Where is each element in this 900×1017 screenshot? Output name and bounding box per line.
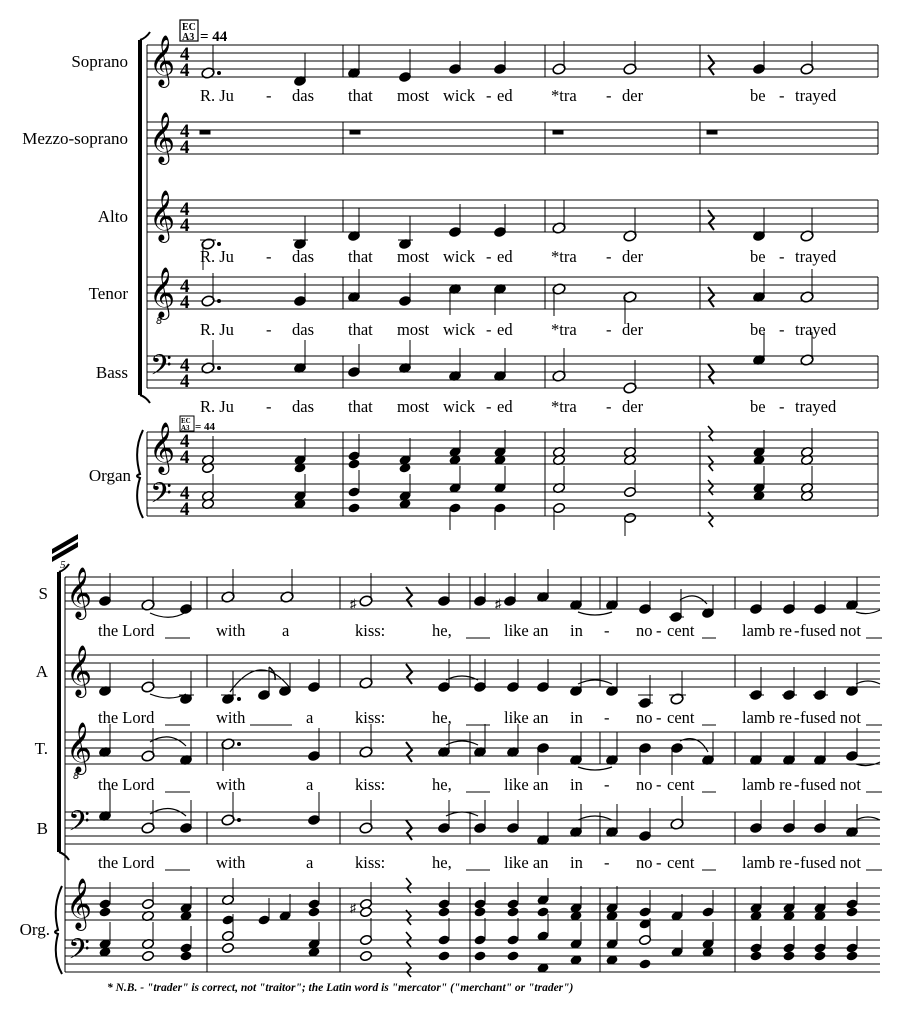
svg-text:lamb re: lamb re xyxy=(742,708,792,727)
svg-text:-: - xyxy=(656,708,662,727)
time-signature xyxy=(180,44,190,520)
svg-text:4: 4 xyxy=(180,483,190,504)
staff-organ-bass xyxy=(147,484,878,516)
svg-text:kiss:: kiss: xyxy=(355,708,386,727)
svg-text:he,: he, xyxy=(432,621,452,640)
svg-text:der: der xyxy=(622,247,644,266)
svg-text:-: - xyxy=(656,853,662,872)
svg-text:cent: cent xyxy=(667,708,695,727)
staff-mezzo xyxy=(147,122,878,154)
svg-text:4: 4 xyxy=(180,199,190,220)
svg-text:= 44: = 44 xyxy=(200,29,228,45)
svg-text:-: - xyxy=(266,86,272,105)
svg-text:R. Ju: R. Ju xyxy=(200,247,234,266)
svg-text:EC: EC xyxy=(181,417,191,425)
svg-text:be: be xyxy=(750,397,766,416)
label-org: Org. xyxy=(19,920,50,939)
organ-tempo-marking xyxy=(180,416,216,433)
svg-text:-: - xyxy=(779,320,785,339)
svg-text:wick: wick xyxy=(443,320,476,339)
svg-text:𝄞: 𝄞 xyxy=(66,878,93,929)
lyrics-s xyxy=(98,621,861,640)
svg-text:be: be xyxy=(750,247,766,266)
organ-brace xyxy=(55,886,62,974)
svg-text:-: - xyxy=(266,397,272,416)
tempo-marking xyxy=(180,20,228,45)
svg-text:4: 4 xyxy=(180,60,190,81)
svg-text:-: - xyxy=(604,853,610,872)
svg-text:4: 4 xyxy=(180,371,190,392)
svg-text:a: a xyxy=(306,775,314,794)
label-s: S xyxy=(38,584,48,603)
svg-text:das: das xyxy=(292,397,314,416)
svg-text:-: - xyxy=(604,775,610,794)
svg-text:ed: ed xyxy=(497,86,513,105)
svg-text:most: most xyxy=(397,247,430,266)
staff-soprano xyxy=(147,45,878,77)
svg-text:𝄢: 𝄢 xyxy=(68,805,90,845)
label-tenor: Tenor xyxy=(88,284,128,303)
lyrics-a xyxy=(98,708,861,727)
svg-text:with: with xyxy=(216,621,246,640)
svg-text:4: 4 xyxy=(180,499,190,520)
measure-number: 5 xyxy=(60,559,66,571)
svg-text:4: 4 xyxy=(180,137,190,158)
svg-text:trayed: trayed xyxy=(795,320,837,339)
svg-text:*tra: *tra xyxy=(551,397,577,416)
svg-text:R. Ju: R. Ju xyxy=(200,397,234,416)
svg-text:𝄞: 𝄞 xyxy=(149,35,176,86)
svg-text:with: with xyxy=(216,708,246,727)
svg-text:no: no xyxy=(636,621,653,640)
lyrics-bass xyxy=(200,397,837,416)
svg-text:he,: he, xyxy=(432,853,452,872)
staff-s xyxy=(65,577,880,609)
svg-text:-: - xyxy=(266,320,272,339)
svg-text:*tra: *tra xyxy=(551,86,577,105)
svg-text:a: a xyxy=(306,708,314,727)
svg-text:a: a xyxy=(282,621,290,640)
treble-clef-icon xyxy=(66,567,92,931)
svg-text:-: - xyxy=(656,621,662,640)
barlines-system2 xyxy=(65,577,735,972)
label-t: T. xyxy=(34,739,48,758)
label-bass: Bass xyxy=(95,363,128,382)
lyrics-system2 xyxy=(98,621,861,872)
svg-text:4: 4 xyxy=(180,431,190,452)
svg-text:the Lord: the Lord xyxy=(98,775,155,794)
svg-text:A3: A3 xyxy=(181,424,190,432)
svg-text:8: 8 xyxy=(73,771,80,782)
svg-text:fused not: fused not xyxy=(800,853,861,872)
lyrics-t xyxy=(98,775,861,794)
label-alto: Alto xyxy=(97,207,128,226)
svg-text:EC: EC xyxy=(182,22,196,33)
svg-text:fused not: fused not xyxy=(800,708,861,727)
svg-text:= 44: = 44 xyxy=(195,421,216,433)
svg-text:4: 4 xyxy=(180,292,190,313)
svg-text:no: no xyxy=(636,853,653,872)
svg-text:ed: ed xyxy=(497,320,513,339)
svg-text:A3: A3 xyxy=(182,32,195,43)
staff-organ-treble xyxy=(147,432,878,464)
svg-text:-: - xyxy=(794,853,800,872)
svg-text:trayed: trayed xyxy=(795,247,837,266)
svg-text:der: der xyxy=(622,86,644,105)
svg-text:-: - xyxy=(779,247,785,266)
svg-text:𝄞: 𝄞 xyxy=(149,267,176,318)
svg-text:most: most xyxy=(397,86,430,105)
lyrics-tenor xyxy=(200,320,837,339)
svg-text:wick: wick xyxy=(443,247,476,266)
svg-text:R. Ju: R. Ju xyxy=(200,86,234,105)
svg-text:ed: ed xyxy=(497,397,513,416)
svg-text:a: a xyxy=(306,853,314,872)
svg-text:with: with xyxy=(216,853,246,872)
svg-text:kiss:: kiss: xyxy=(355,775,386,794)
svg-text:wick: wick xyxy=(443,397,476,416)
system-separator-icon xyxy=(52,534,78,562)
svg-text:like an: like an xyxy=(504,708,549,727)
svg-text:-: - xyxy=(779,397,785,416)
svg-text:be: be xyxy=(750,86,766,105)
svg-text:trayed: trayed xyxy=(795,86,837,105)
label-mezzo: Mezzo-soprano xyxy=(22,129,128,148)
svg-text:fused not: fused not xyxy=(800,775,861,794)
treble-clef-icon xyxy=(149,35,175,475)
svg-text:das: das xyxy=(292,247,314,266)
svg-text:𝄢: 𝄢 xyxy=(150,477,172,517)
svg-text:that: that xyxy=(348,86,373,105)
svg-text:𝄞: 𝄞 xyxy=(149,112,176,163)
svg-text:no: no xyxy=(636,775,653,794)
staff-tenor xyxy=(147,277,878,309)
svg-text:most: most xyxy=(397,320,430,339)
svg-text:-: - xyxy=(794,708,800,727)
svg-text:4: 4 xyxy=(180,447,190,468)
svg-text:-: - xyxy=(656,775,662,794)
svg-text:-: - xyxy=(486,320,492,339)
svg-text:-: - xyxy=(606,86,612,105)
staff-alto xyxy=(147,200,878,232)
svg-text:be: be xyxy=(750,320,766,339)
svg-text:kiss:: kiss: xyxy=(355,621,386,640)
svg-text:like an: like an xyxy=(504,775,549,794)
svg-text:most: most xyxy=(397,397,430,416)
svg-text:fused not: fused not xyxy=(800,621,861,640)
organ-brace xyxy=(137,430,143,518)
svg-text:cent: cent xyxy=(667,775,695,794)
svg-text:R. Ju: R. Ju xyxy=(200,320,234,339)
lyrics-soprano xyxy=(200,86,837,105)
svg-text:♯: ♯ xyxy=(495,596,502,611)
svg-text:-: - xyxy=(606,397,612,416)
svg-text:-: - xyxy=(604,621,610,640)
svg-text:like an: like an xyxy=(504,853,549,872)
svg-text:that: that xyxy=(348,397,373,416)
svg-text:cent: cent xyxy=(667,853,695,872)
svg-text:das: das xyxy=(292,320,314,339)
svg-text:♯: ♯ xyxy=(350,901,356,915)
svg-text:-: - xyxy=(486,247,492,266)
svg-text:-: - xyxy=(606,247,612,266)
lyrics-alto xyxy=(200,247,837,266)
svg-text:-: - xyxy=(604,708,610,727)
svg-text:4: 4 xyxy=(180,355,190,376)
svg-text:he,: he, xyxy=(432,775,452,794)
svg-text:that: that xyxy=(348,320,373,339)
svg-text:*tra: *tra xyxy=(551,247,577,266)
svg-text:like an: like an xyxy=(504,621,549,640)
label-a: A xyxy=(35,662,48,681)
svg-text:𝄞: 𝄞 xyxy=(66,645,93,696)
svg-text:in: in xyxy=(570,621,583,640)
svg-text:with: with xyxy=(216,775,246,794)
staff-a xyxy=(65,655,880,687)
svg-text:-: - xyxy=(779,86,785,105)
svg-text:𝄞: 𝄞 xyxy=(66,567,93,618)
svg-text:-: - xyxy=(486,397,492,416)
svg-text:8: 8 xyxy=(156,316,163,327)
svg-text:lamb re: lamb re xyxy=(742,853,792,872)
label-soprano: Soprano xyxy=(71,52,128,71)
svg-text:𝄢: 𝄢 xyxy=(150,349,172,389)
svg-text:-: - xyxy=(266,247,272,266)
svg-text:lamb re: lamb re xyxy=(742,621,792,640)
staff-bass xyxy=(147,356,878,388)
svg-text:trayed: trayed xyxy=(795,397,837,416)
svg-text:no: no xyxy=(636,708,653,727)
svg-text:*tra: *tra xyxy=(551,320,577,339)
svg-text:ed: ed xyxy=(497,247,513,266)
svg-text:𝄞: 𝄞 xyxy=(149,422,176,473)
svg-text:4: 4 xyxy=(180,44,190,65)
svg-text:der: der xyxy=(622,320,644,339)
svg-text:der: der xyxy=(622,397,644,416)
svg-text:the Lord: the Lord xyxy=(98,853,155,872)
svg-text:he,: he, xyxy=(432,708,452,727)
svg-text:in: in xyxy=(570,775,583,794)
svg-text:-: - xyxy=(794,621,800,640)
svg-text:4: 4 xyxy=(180,121,190,142)
svg-text:-: - xyxy=(486,86,492,105)
svg-text:the Lord: the Lord xyxy=(98,708,155,727)
svg-text:lamb re: lamb re xyxy=(742,775,792,794)
svg-text:-: - xyxy=(794,775,800,794)
svg-text:𝄢: 𝄢 xyxy=(68,933,90,973)
svg-text:4: 4 xyxy=(180,276,190,297)
svg-text:𝄞: 𝄞 xyxy=(66,722,93,773)
svg-text:kiss:: kiss: xyxy=(355,853,386,872)
label-b: B xyxy=(36,819,48,838)
svg-text:cent: cent xyxy=(667,621,695,640)
svg-text:♯: ♯ xyxy=(350,596,357,611)
barlines-system1 xyxy=(147,45,878,516)
svg-text:in: in xyxy=(570,708,583,727)
svg-text:the Lord: the Lord xyxy=(98,621,155,640)
label-organ: Organ xyxy=(88,466,131,485)
svg-text:𝄞: 𝄞 xyxy=(149,190,176,241)
lyrics-b xyxy=(98,853,861,872)
svg-text:das: das xyxy=(292,86,314,105)
svg-text:wick: wick xyxy=(443,86,476,105)
notes-system1 xyxy=(200,41,814,536)
svg-text:in: in xyxy=(570,853,583,872)
svg-text:-: - xyxy=(606,320,612,339)
footnote: * N.B. - "trader" is correct, not "traitor"; the Latin word is "mercator" ("merchant" or "trader") xyxy=(107,982,574,994)
svg-text:that: that xyxy=(348,247,373,266)
svg-text:4: 4 xyxy=(180,215,190,236)
